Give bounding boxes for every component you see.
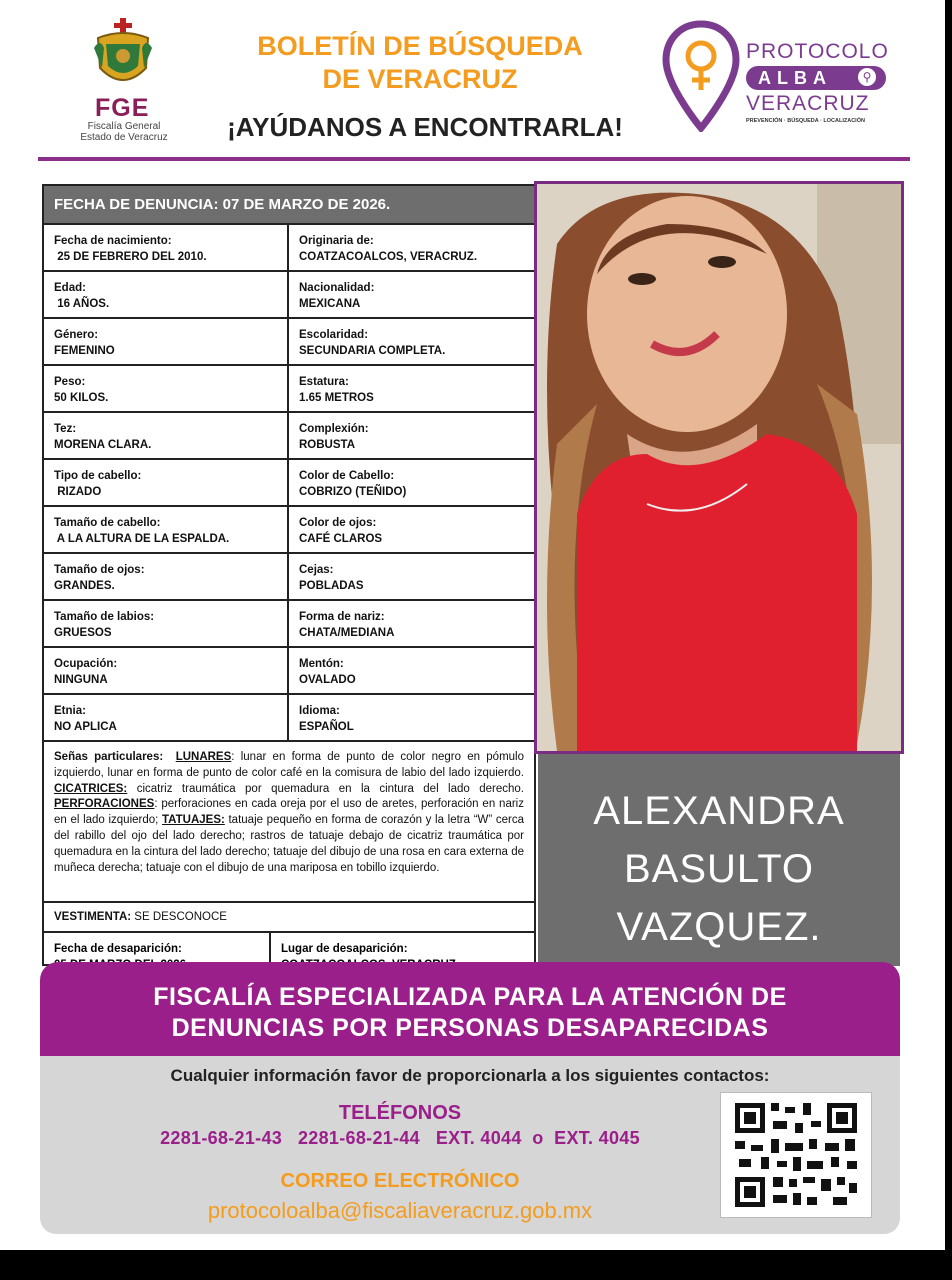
disappearance-date-label: Fecha de desaparición: [54,943,182,955]
info-row [44,413,534,460]
field-value: SECUNDARIA COMPLETA. [299,345,446,357]
info-cell-left [44,225,289,270]
qr-code-icon[interactable] [720,1092,872,1218]
magnifier-icon: ⚲ [858,68,876,86]
info-cell-right [289,460,534,505]
marks-key-piercings: PERFORACIONES [54,798,155,811]
title-line-1: BOLETÍN DE BÚSQUEDA [257,31,583,61]
marks-text-piercings: : perforaciones en cada oreja por el uso de aretes, perforación en nariz en el lado izquierdo; [54,798,524,827]
protocolo-alba-logo [746,40,896,124]
field-label: Tez: [54,423,77,435]
field-value: OVALADO [299,674,356,686]
info-row [44,366,534,413]
marks-key-tattoos: TATUAJES: [162,814,225,827]
field-value: A LA ALTURA DE LA ESPALDA. [54,533,230,545]
info-cell-right [289,413,534,458]
field-label: Tamaño de labios: [54,611,155,623]
info-cell-left [44,695,289,740]
info-row [44,601,534,648]
info-cell-left [44,272,289,317]
clothing-row [44,903,534,933]
field-label: Tamaño de ojos: [54,564,145,576]
info-row [44,272,534,319]
field-label: Tipo de cabello: [54,470,142,482]
field-label: Escolaridad: [299,329,369,341]
field-label: Edad: [54,282,86,294]
field-label: Estatura: [299,376,349,388]
info-table [42,184,536,966]
field-label: Tamaño de cabello: [54,517,161,529]
info-cell-left [44,554,289,599]
field-value: 16 AÑOS. [54,298,110,310]
field-value: MEXICANA [299,298,361,310]
distinguishing-marks [44,742,534,903]
info-cell-left [44,413,289,458]
marks-text-moles: : lunar en forma de punto de color negro en pómulo izquierdo, lunar en forma de punto de color café en la comisura de labio del lado izquierdo. [54,751,524,779]
info-cell-left [44,460,289,505]
field-value: POBLADAS [299,580,364,592]
field-label: Color de ojos: [299,517,377,529]
field-value: RIZADO [54,486,102,498]
fge-logo-text: FGE [95,94,150,122]
info-cell-right [289,319,534,364]
bulletin-title [200,30,640,96]
field-value: FEMENINO [54,345,115,357]
info-cell-right [289,272,534,317]
field-value: NO APLICA [54,721,117,733]
info-cell-left [44,319,289,364]
field-label: Complexión: [299,423,369,435]
field-label: Idioma: [299,705,340,717]
info-cell-left [44,507,289,552]
header [0,0,945,160]
marks-label: Señas particulares: [54,751,164,763]
info-cell-left [44,648,289,693]
field-value: ROBUSTA [299,439,356,451]
help-find-her-subtitle: ¡AYÚDANOS A ENCONTRARLA! [227,112,623,142]
title-line-2: DE VERACRUZ [322,64,518,94]
missing-person-photo [534,181,904,754]
field-label: Mentón: [299,658,344,670]
phone-numbers[interactable]: 2281-68-21-43 2281-68-21-44 EXT. 4044 o EXT. 4045 [160,1128,640,1148]
contact-intro: Cualquier información favor de proporcionarla a los siguientes contactos: [170,1066,770,1085]
veracruz-label: VERACRUZ [746,92,870,115]
name-line-1: ALEXANDRA [593,789,845,833]
name-line-3: VAZQUEZ. [616,905,822,949]
report-date: FECHA DE DENUNCIA: 07 DE MARZO DE 2026. [44,186,534,225]
info-cell-right [289,507,534,552]
field-value: CHATA/MEDIANA [299,627,395,639]
info-cell-left [44,366,289,411]
fge-subtitle: Fiscalía General Estado de Veracruz [80,121,168,143]
protocol-tagline: PREVENCIÓN · BÚSQUEDA · LOCALIZACIÓN [746,118,865,124]
field-value: 50 KILOS. [54,392,109,404]
name-line-2: BASULTO [623,847,815,891]
marks-text-tattoos: tatuaje pequeño en forma de corazón y la letra “W” cerca del rabillo del ojo del lado derecho; rastros de tatuaje debajo de cicatriz traumática por quemadura en la cintura del lado derecho; tatuaje del dibujo de una rosa en cara externa de muñeca derecha; tatuaje con el dibujo de una mariposa en tobillo izquierdo. [54,814,524,874]
info-row [44,225,534,272]
field-value: MORENA CLARA. [54,439,152,451]
info-row [44,648,534,695]
field-value: ESPAÑOL [299,721,354,733]
field-label: Originaria de: [299,235,374,247]
fiscalia-line-1: FISCALÍA ESPECIALIZADA PARA LA ATENCIÓN DE [153,983,787,1011]
info-cell-left [44,601,289,646]
info-row [44,695,534,742]
field-value: NINGUNA [54,674,108,686]
qr-code-graphic [721,1093,871,1217]
location-pin-female-icon [662,20,740,132]
info-row [44,460,534,507]
phones-title: TELÉFONOS [338,1102,462,1124]
field-label: Cejas: [299,564,334,576]
marks-key-scars: CICATRICES: [54,782,128,795]
field-value: GRANDES. [54,580,115,592]
info-cell-right [289,601,534,646]
alba-label: ALBA [758,68,832,88]
field-value: COBRIZO (TEÑIDO) [299,486,407,498]
field-label: Fecha de nacimiento: [54,235,172,247]
info-cell-right [289,695,534,740]
header-divider [38,157,910,161]
info-rows [44,225,534,742]
clothing-value: SE DESCONOCE [131,911,227,923]
field-label: Forma de nariz: [299,611,385,623]
info-cell-right [289,648,534,693]
portrait-illustration [537,184,901,751]
field-label: Ocupación: [54,658,118,670]
field-label: Género: [54,329,99,341]
info-cell-right [289,225,534,270]
alba-pill [746,66,886,90]
field-label: Color de Cabello: [299,470,395,482]
field-value: CAFÉ CLAROS [299,533,383,545]
field-value: 25 DE FEBRERO DEL 2010. [54,251,207,263]
fiscalia-banner [40,962,900,1058]
info-row [44,507,534,554]
info-row [44,554,534,601]
info-cell-right [289,554,534,599]
field-value: GRUESOS [54,627,112,639]
field-label: Peso: [54,376,86,388]
field-label: Nacionalidad: [299,282,375,294]
email-title: CORREO ELECTRÓNICO [280,1170,520,1192]
info-cell-right [289,366,534,411]
marks-text-scars: cicatriz traumática por quemadura en la cintura del lado derecho. [127,782,524,795]
info-row [44,319,534,366]
fiscalia-line-2: DENUNCIAS POR PERSONAS DESAPARECIDAS [171,1014,769,1042]
missing-person-name [538,754,900,966]
protocolo-label: PROTOCOLO [746,40,889,63]
field-label: Etnia: [54,705,86,717]
veracruz-seal-icon [92,18,154,92]
contact-panel [40,1056,900,1234]
field-value: COATZACOALCOS, VERACRUZ. [299,251,478,263]
field-value: 1.65 METROS [299,392,374,404]
email-address[interactable]: protocoloalba@fiscaliaveracruz.gob.mx [207,1198,593,1223]
disappearance-place-label: Lugar de desaparición: [281,943,408,955]
clothing-label: VESTIMENTA: [54,911,132,923]
marks-key-moles: LUNARES [175,751,232,763]
